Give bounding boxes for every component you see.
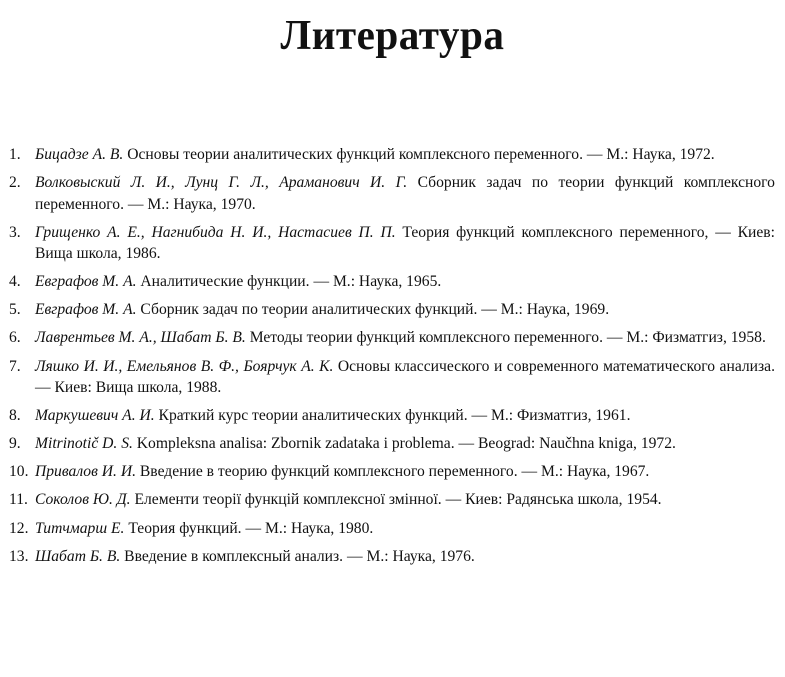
reference-authors: Евграфов М. А. bbox=[35, 301, 137, 319]
reference-number: 4. bbox=[9, 273, 21, 291]
reference-text: Елементи теорії функцій комплексної змінної. — Киев: Радянська школа, 1954. bbox=[130, 491, 662, 509]
reference-number: 11. bbox=[9, 491, 28, 509]
reference-authors: Шабат Б. В. bbox=[35, 547, 121, 565]
reference-item bbox=[0, 299, 785, 321]
reference-item bbox=[0, 489, 785, 511]
reference-text: Краткий курс теории аналитических функций. — М.: Физматгиз, 1961. bbox=[154, 407, 631, 425]
reference-number: 13. bbox=[9, 547, 29, 565]
reference-authors: Соколов Ю. Д. bbox=[35, 491, 131, 509]
page-title: Литература bbox=[280, 13, 505, 59]
reference-item bbox=[0, 433, 785, 455]
reference-number: 1. bbox=[9, 146, 21, 163]
reference-authors: Волковыский Л. И., Лунц Г. Л., Араманович И. Г. bbox=[35, 174, 408, 192]
reference-text: Основы теории аналитических функций комплексного переменного. — М.: Наука, 1972. bbox=[123, 146, 715, 163]
reference-number: 2. bbox=[9, 174, 21, 192]
reference-item bbox=[0, 518, 785, 540]
reference-text: Сборник задач по теории функций комплексного переменного. — М.: Наука, 1970. bbox=[35, 174, 775, 213]
reference-item bbox=[0, 222, 785, 265]
reference-authors: Лаврентьев М. А., Шабат Б. В. bbox=[35, 329, 246, 347]
reference-text: Введение в комплексный анализ. — М.: Наука, 1976. bbox=[120, 547, 475, 565]
reference-authors: Титчмарш Е. bbox=[35, 519, 125, 537]
reference-authors: Маркушевич А. И. bbox=[35, 407, 155, 425]
reference-text: Теория функций комплексного переменного, — Киев: Вища школа, 1986. bbox=[35, 223, 775, 263]
reference-item bbox=[0, 144, 785, 166]
reference-item bbox=[0, 356, 785, 399]
reference-authors: Mitrinotič D. S. bbox=[35, 435, 133, 453]
reference-text: Введение в теорию функций комплексного переменного. — М.: Наука, 1967. bbox=[136, 463, 650, 481]
reference-item bbox=[0, 327, 785, 349]
reference-item bbox=[0, 405, 785, 427]
reference-number: 9. bbox=[9, 435, 21, 453]
reference-number: 5. bbox=[9, 301, 21, 319]
reference-number: 6. bbox=[9, 329, 21, 347]
reference-text: Теория функций. — М.: Наука, 1980. bbox=[124, 519, 374, 537]
reference-number: 8. bbox=[9, 407, 21, 425]
reference-authors: Привалов И. И. bbox=[35, 463, 136, 481]
reference-authors: Грищенко А. Е., Нагнибида Н. И., Настасиев П. П. bbox=[35, 223, 396, 241]
reference-list bbox=[0, 144, 785, 574]
reference-item bbox=[0, 172, 785, 215]
reference-text: Аналитические функции. — М.: Наука, 1965. bbox=[136, 273, 442, 291]
reference-number: 12. bbox=[9, 519, 29, 537]
reference-item bbox=[0, 271, 785, 293]
reference-authors: Евграфов М. А. bbox=[35, 273, 137, 291]
reference-number: 7. bbox=[9, 357, 21, 375]
reference-text: Основы классического и современного математического анализа. — Киев: Вища школа, 1988. bbox=[35, 357, 775, 397]
reference-item bbox=[0, 546, 785, 568]
reference-item bbox=[0, 461, 785, 483]
reference-authors: Бицадзе А. В. bbox=[35, 146, 124, 163]
reference-number: 10. bbox=[9, 463, 29, 481]
reference-text: Методы теории функций комплексного переменного. — М.: Физматгиз, 1958. bbox=[245, 329, 766, 347]
reference-text: Сборник задач по теории аналитических функций. — М.: Наука, 1969. bbox=[136, 301, 610, 319]
reference-number: 3. bbox=[9, 223, 21, 241]
reference-text: Kompleksna analisa: Zbornik zadataka i problema. — Beograd: Naučhna kniga, 1972. bbox=[132, 435, 676, 453]
reference-authors: Ляшко И. И., Емельянов В. Ф., Боярчук А. К. bbox=[35, 357, 334, 375]
